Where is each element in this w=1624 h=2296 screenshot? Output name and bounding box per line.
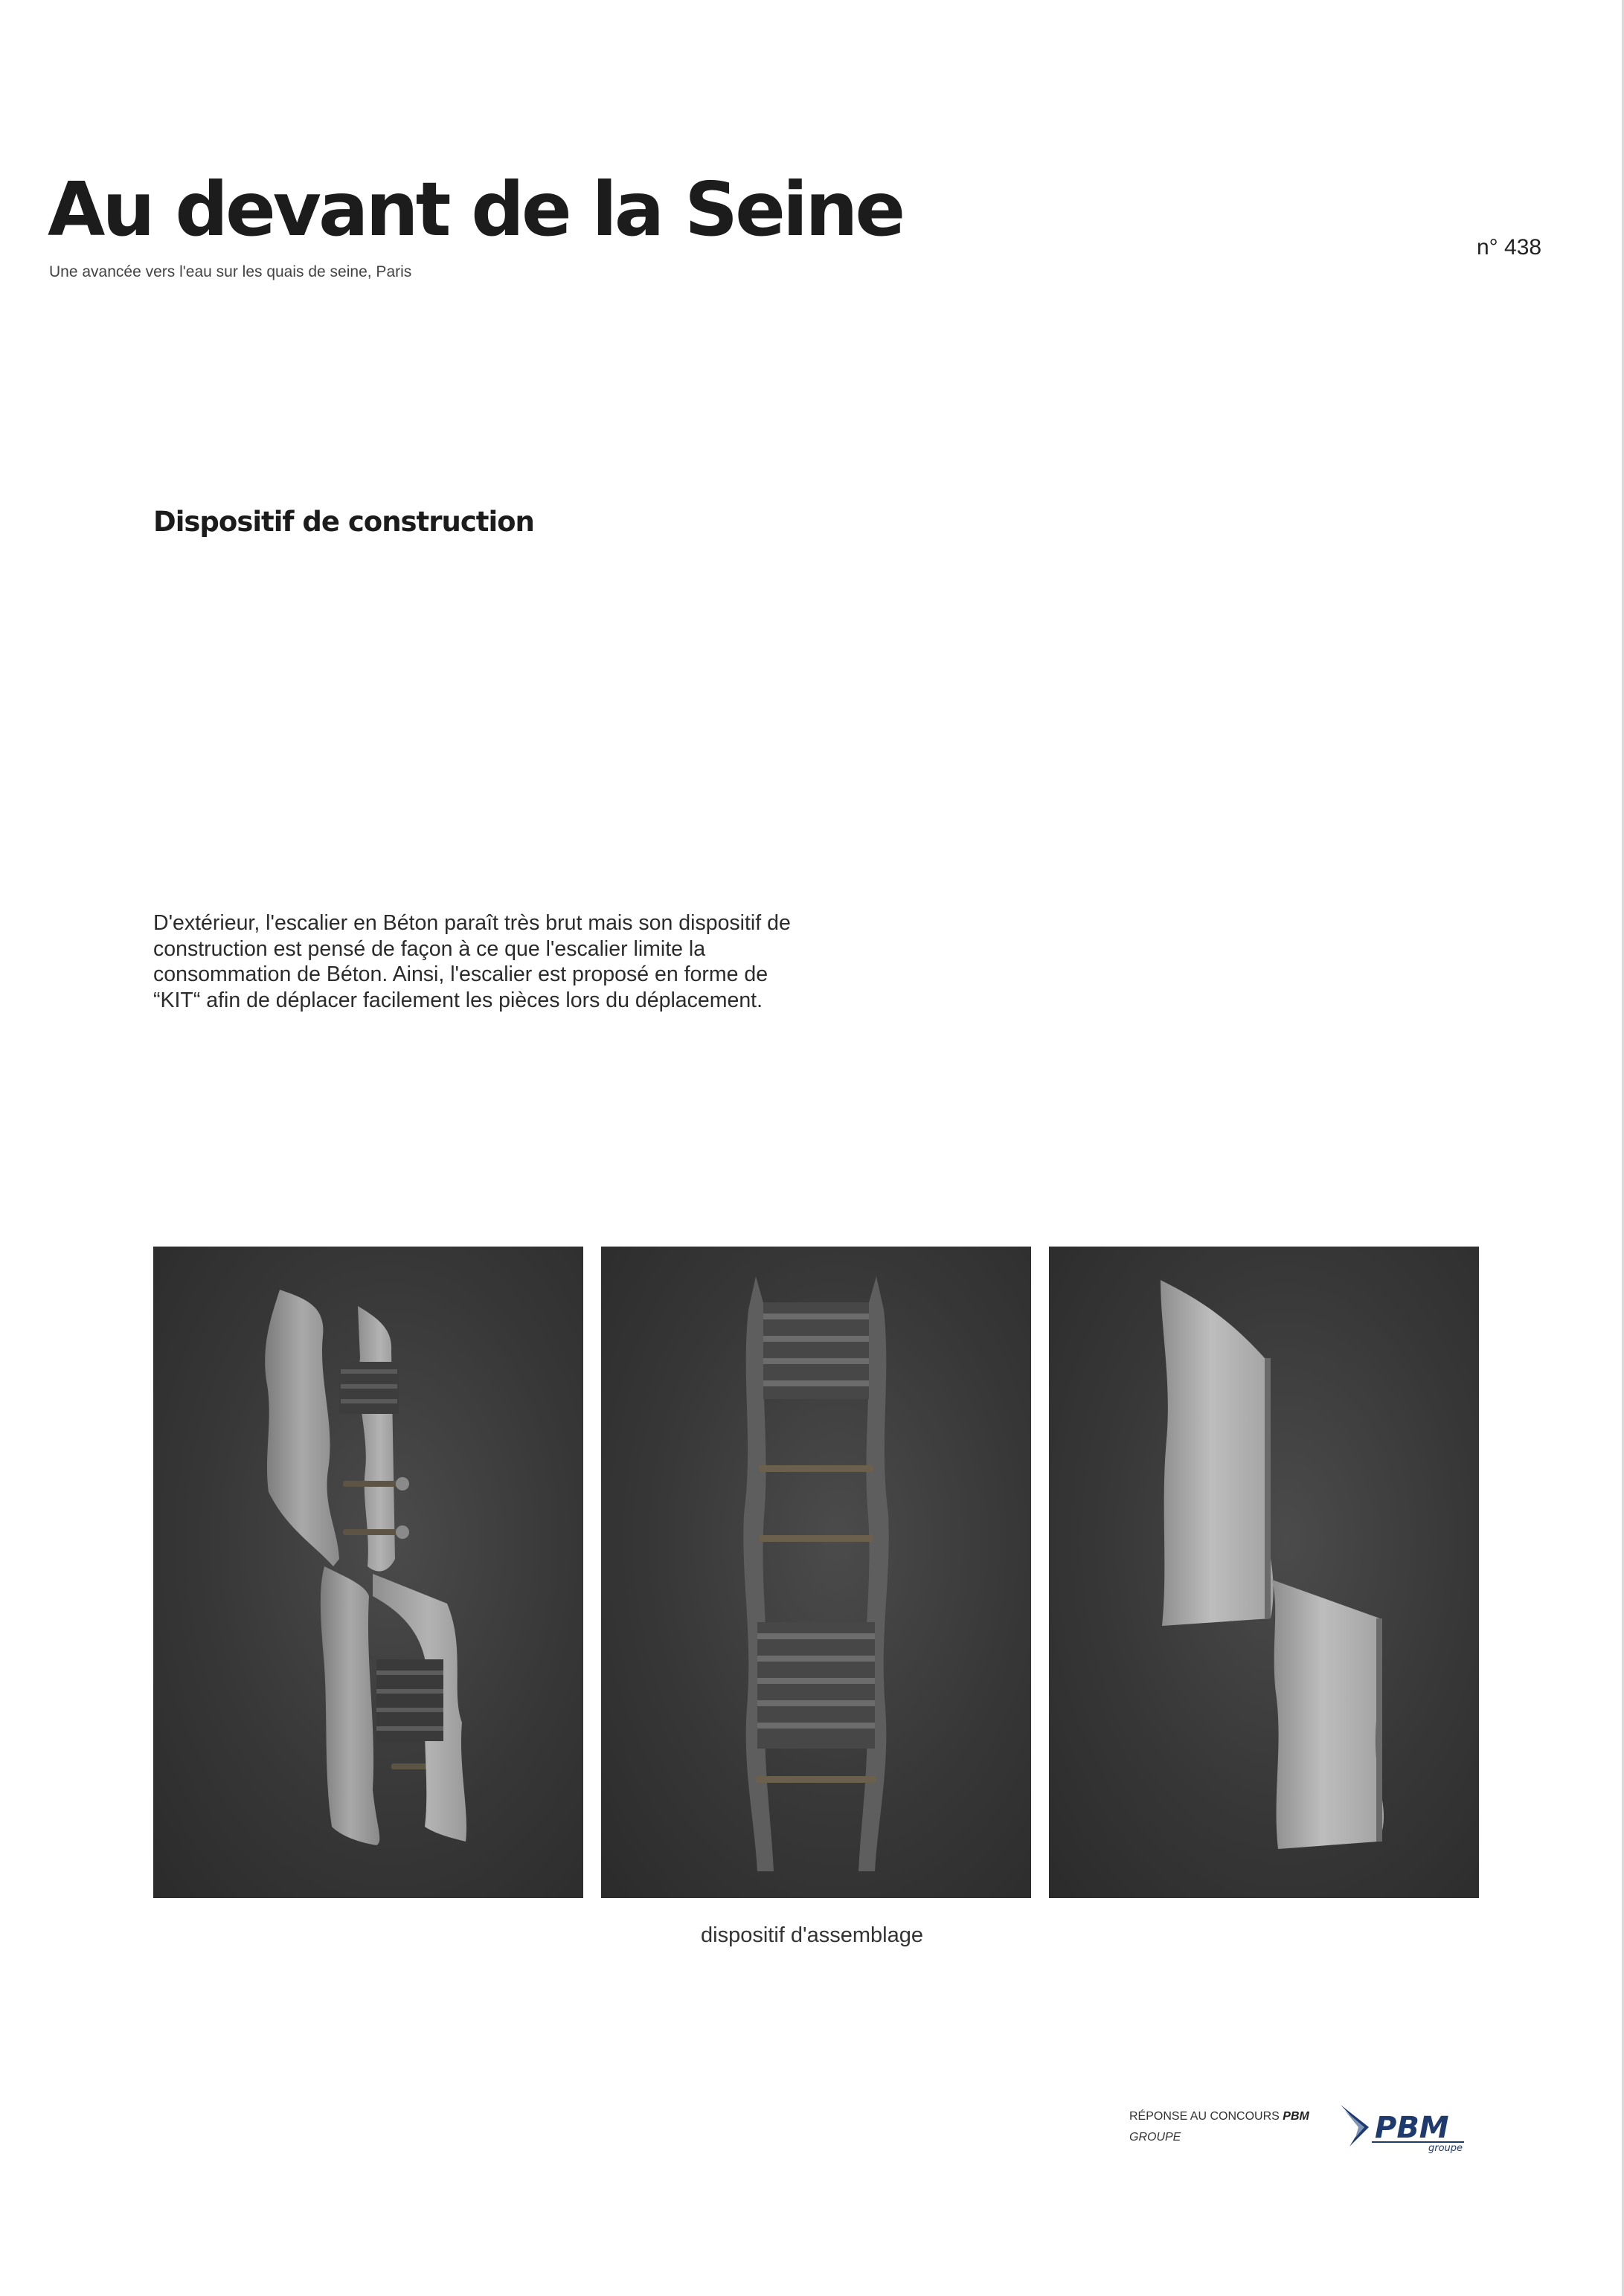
section-body-text: D'extérieur, l'escalier en Béton paraît très brut mais son dispositif de construction est pensé de façon à ce que l'escalier limite la consommation de Béton. Ainsi, l'escalier est proposé en forme de “KIT“ afin de déplacer facilement les pièces lors du déplacement. (153, 911, 791, 1012)
footer-credit-brand: PBM (1283, 2110, 1309, 2123)
logo-text: PBM (1375, 2111, 1449, 2145)
footer-credit (1129, 2106, 1309, 2148)
figure-caption: dispositif d'assemblage (701, 1923, 923, 1947)
pbm-logo (1339, 2100, 1466, 2154)
logo-subtext: groupe (1428, 2143, 1463, 2154)
staircase-side-render (1049, 1247, 1479, 1898)
reference-number: n° 438 (1477, 235, 1542, 260)
footer-credit-line2: GROUPE (1129, 2131, 1181, 2144)
staircase-front-render (601, 1247, 1031, 1898)
section-heading: Dispositif de construction (153, 506, 534, 538)
footer-credit-line1: RÉPONSE AU CONCOURS (1129, 2110, 1283, 2123)
page-title: Au devant de la Seine (48, 166, 903, 253)
page-subtitle: Une avancée vers l'eau sur les quais de seine, Paris (49, 263, 412, 280)
staircase-perspective-render (153, 1247, 583, 1898)
